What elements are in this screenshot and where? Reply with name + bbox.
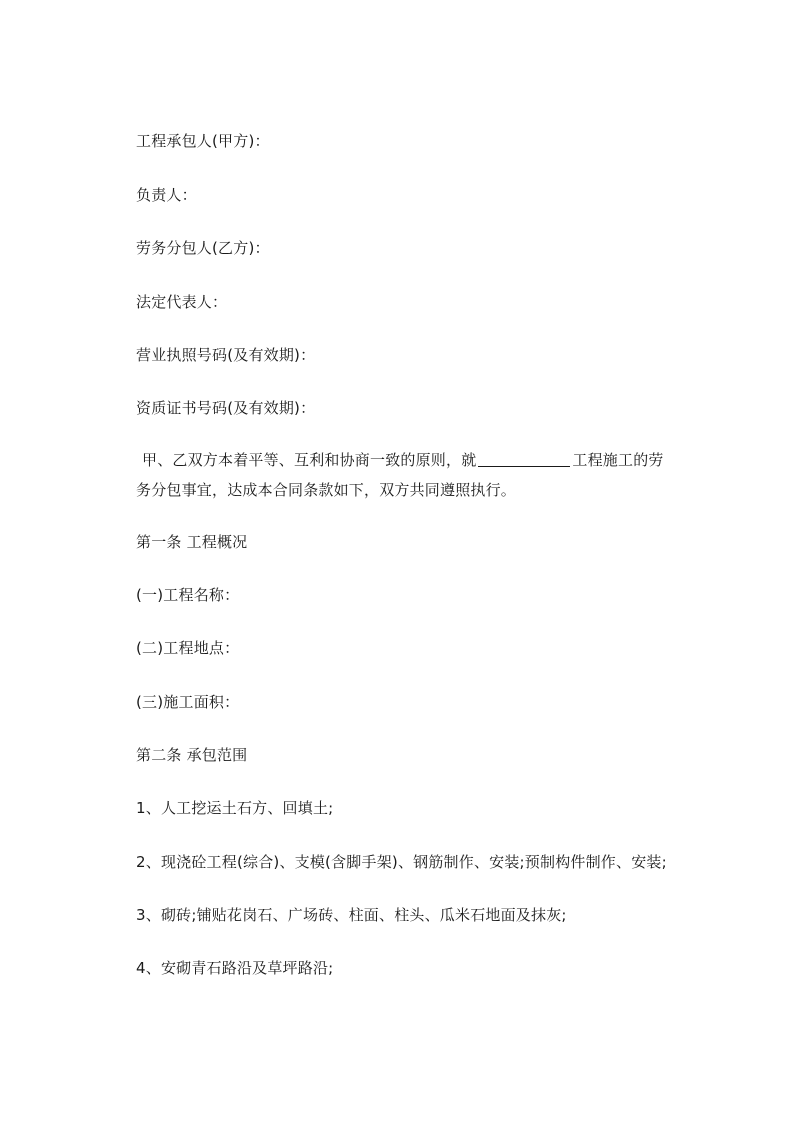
preamble-paragraph bbox=[136, 445, 666, 505]
responsible-person-field: 负责人： bbox=[136, 186, 197, 204]
article2-item: 2、现浇砼工程(综合)、支模(含脚手架)、钢筋制作、安装;预制构件制作、安装; bbox=[136, 853, 667, 871]
contractor-field: 工程承包人(甲方)： bbox=[136, 132, 270, 150]
business-license-field: 营业执照号码(及有效期)： bbox=[136, 346, 316, 364]
article1-heading: 第一条 工程概况 bbox=[136, 533, 248, 551]
article1-item: (二)工程地点： bbox=[136, 639, 240, 657]
qualification-cert-field: 资质证书号码(及有效期)： bbox=[136, 399, 316, 417]
article2-item: 4、安砌青石路沿及草坪路沿; bbox=[136, 959, 334, 977]
preamble-text-after: 工程施工的劳务分包事宜，达成本合同条款如下，双方共同遵照执行。 bbox=[136, 451, 664, 499]
article2-heading: 第二条 承包范围 bbox=[136, 746, 248, 764]
preamble-text-before: 甲、乙双方本着平等、互利和协商一致的原则，就 bbox=[142, 451, 477, 469]
legal-representative-field: 法定代表人： bbox=[136, 293, 228, 311]
labor-subcontractor-field: 劳务分包人(乙方)： bbox=[136, 239, 270, 257]
article2-item: 1、人工挖运土石方、回填土; bbox=[136, 799, 334, 817]
article1-item: (一)工程名称： bbox=[136, 586, 240, 604]
project-name-blank bbox=[478, 450, 570, 467]
article2-item: 3、砌砖;铺贴花岗石、广场砖、柱面、柱头、瓜米石地面及抹灰; bbox=[136, 906, 567, 924]
article1-item: (三)施工面积： bbox=[136, 693, 240, 711]
